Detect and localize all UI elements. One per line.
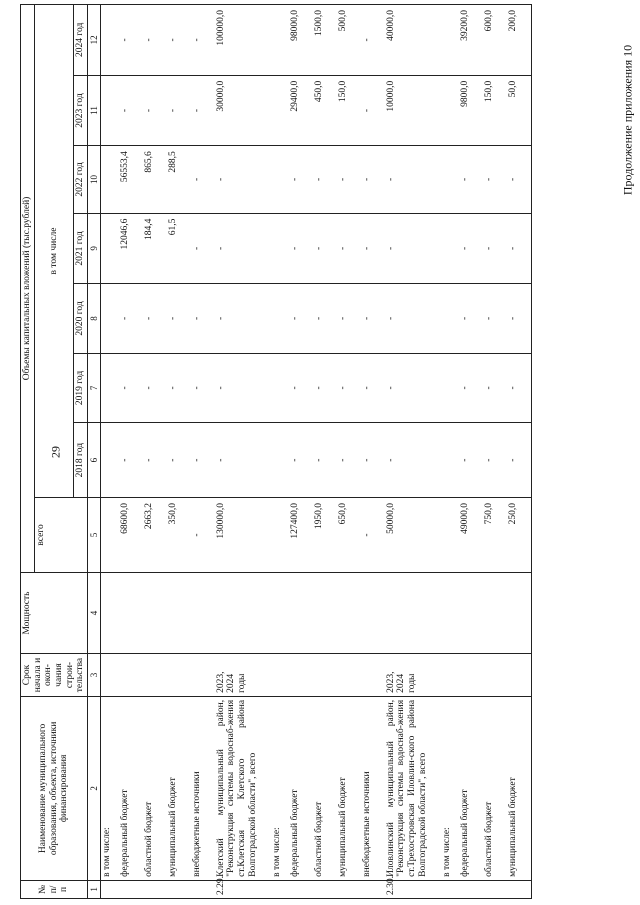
row-capacity [289,572,313,653]
cell-year-value: - [143,423,167,498]
cell-year-value: 450,0 [313,75,337,146]
row-term [337,654,361,697]
cell-year-value: 61,5 [167,213,191,284]
row-number [119,880,143,898]
column-number: 4 [87,572,100,653]
row-term: 2023, 2024 годы [385,654,441,697]
row-term [507,654,532,697]
row-capacity [119,572,143,653]
row-capacity [191,572,215,653]
cell-year-value: - [507,146,532,213]
header-term: Срок начала и окон-чания строи-тельства [21,654,88,697]
cell-year-value: - [215,353,271,423]
row-number [507,880,532,898]
cell-year-value [441,423,459,498]
cell-year-value: - [507,423,532,498]
table-row [119,5,143,899]
cell-total [441,498,459,573]
header-including: в том числе [34,5,74,498]
cell-year-value [441,5,459,76]
header-year: 2023 год [74,75,88,146]
cell-year-value: - [119,5,143,76]
header-total: всего [34,498,87,573]
cell-year-value [100,213,119,284]
table-row [289,5,313,899]
cell-year-value: 10000,0 [385,75,441,146]
cell-year-value: 150,0 [483,75,507,146]
row-term [167,654,191,697]
row-name: в том числе: [441,696,459,880]
row-capacity [167,572,191,653]
cell-year-value [271,423,289,498]
cell-year-value: - [143,284,167,354]
row-capacity [483,572,507,653]
cell-year-value: - [459,284,483,354]
cell-total: - [191,498,215,573]
cell-year-value: - [215,284,271,354]
cell-year-value [100,5,119,76]
cell-year-value: 30000,0 [215,75,271,146]
cell-year-value [441,353,459,423]
cell-year-value: - [191,5,215,76]
cell-year-value: - [483,284,507,354]
cell-total: 250,0 [507,498,532,573]
row-capacity [271,572,289,653]
table-row [100,5,119,899]
row-number: 2.30. [385,880,441,898]
cell-year-value: - [119,353,143,423]
cell-year-value: - [289,284,313,354]
cell-year-value: - [167,75,191,146]
header-name: Наименование муниципального образования, объекта, источники финансирования [21,696,88,880]
cell-total: - [361,498,385,573]
cell-year-value [271,353,289,423]
cell-year-value: - [483,213,507,284]
table-row [191,5,215,899]
cell-year-value: - [191,353,215,423]
row-name: внебюджетные источники [191,696,215,880]
cell-year-value [100,353,119,423]
cell-year-value: 500,0 [337,5,361,76]
cell-year-value: - [119,75,143,146]
row-name: муниципальный бюджет [507,696,532,880]
cell-year-value: - [483,353,507,423]
cell-total: 127400,0 [289,498,313,573]
cell-year-value [271,284,289,354]
cell-year-value: - [459,213,483,284]
header-capacity: Мощность [21,572,88,653]
cell-year-value: - [337,423,361,498]
cell-year-value [271,146,289,213]
cell-year-value: - [337,213,361,284]
row-number [361,880,385,898]
cell-year-value: - [191,284,215,354]
table-row [507,5,532,899]
cell-year-value: 50,0 [507,75,532,146]
cell-year-value: - [143,5,167,76]
cell-year-value: - [459,146,483,213]
column-number: 6 [87,423,100,498]
cell-year-value: - [459,423,483,498]
column-number: 5 [87,498,100,573]
row-name: Клетский муниципальный район, "Реконструкция системы водоснаб-жения ст.Клетская Клетского района Волгоградской области", всего [215,696,271,880]
cell-year-value [100,75,119,146]
cell-year-value: - [361,353,385,423]
cell-year-value: - [313,146,337,213]
cell-year-value: - [143,353,167,423]
cell-year-value: - [313,213,337,284]
capital-investment-table [20,4,532,899]
row-term [459,654,483,697]
row-term [271,654,289,697]
row-name: областной бюджет [313,696,337,880]
cell-year-value: - [119,423,143,498]
cell-year-value: - [361,284,385,354]
header-year: 2022 год [74,146,88,213]
row-number [143,880,167,898]
row-term [191,654,215,697]
row-number [191,880,215,898]
table-header [21,5,101,899]
row-number [337,880,361,898]
page-number: 29 [48,446,63,458]
header-no: № п/п [21,880,88,898]
cell-year-value: - [507,284,532,354]
column-number: 12 [87,5,100,76]
table-row [441,5,459,899]
cell-year-value [271,5,289,76]
appendix-continuation-note: Продолжение приложения 10 [620,44,635,196]
cell-year-value: - [143,75,167,146]
cell-year-value: - [385,146,441,213]
row-capacity [100,572,119,653]
header-year: 2021 год [74,213,88,284]
row-capacity [385,572,441,653]
row-term [100,654,119,697]
cell-year-value: - [385,284,441,354]
cell-year-value: 9800,0 [459,75,483,146]
cell-year-value: - [483,423,507,498]
cell-year-value: 39200,0 [459,5,483,76]
cell-year-value [441,284,459,354]
row-term [313,654,337,697]
table-row [459,5,483,899]
cell-year-value: 98000,0 [289,5,313,76]
column-number: 9 [87,213,100,284]
row-name: областной бюджет [143,696,167,880]
cell-year-value [271,213,289,284]
cell-year-value: - [215,146,271,213]
cell-year-value [441,213,459,284]
cell-year-value [100,284,119,354]
row-number [289,880,313,898]
cell-total: 68600,0 [119,498,143,573]
cell-year-value: 100000,0 [215,5,271,76]
table-body [100,5,531,899]
cell-year-value: 12046,6 [119,213,143,284]
row-capacity [215,572,271,653]
cell-total: 350,0 [167,498,191,573]
column-number: 10 [87,146,100,213]
row-capacity [337,572,361,653]
cell-total: 1950,0 [313,498,337,573]
cell-year-value: 288,5 [167,146,191,213]
table-row [215,5,271,899]
header-year: 2020 год [74,284,88,354]
cell-year-value: - [337,353,361,423]
cell-year-value: 40000,0 [385,5,441,76]
cell-total: 50000,0 [385,498,441,573]
cell-year-value: - [483,146,507,213]
row-name: федеральный бюджет [289,696,313,880]
row-name: федеральный бюджет [119,696,143,880]
cell-year-value: - [215,213,271,284]
column-number: 3 [87,654,100,697]
cell-year-value [441,146,459,213]
cell-year-value [100,146,119,213]
cell-year-value: - [289,146,313,213]
column-number: 1 [87,880,100,898]
row-capacity [361,572,385,653]
row-number [313,880,337,898]
row-term [119,654,143,697]
cell-year-value: - [191,213,215,284]
column-number: 8 [87,284,100,354]
cell-year-value: - [313,423,337,498]
row-capacity [459,572,483,653]
cell-year-value: - [361,75,385,146]
column-number: 7 [87,353,100,423]
row-number [459,880,483,898]
row-number [271,880,289,898]
cell-total [271,498,289,573]
row-name: областной бюджет [483,696,507,880]
cell-year-value [100,423,119,498]
row-number [100,880,119,898]
row-name: муниципальный бюджет [167,696,191,880]
cell-year-value: - [191,146,215,213]
table-row [337,5,361,899]
cell-total: 130000,0 [215,498,271,573]
row-term [483,654,507,697]
row-number [441,880,459,898]
header-volumes: Объемы капитальных вложений (тыс.рублей) [21,5,35,573]
table-row [385,5,441,899]
row-name: в том числе: [100,696,119,880]
row-term [361,654,385,697]
cell-year-value: 29400,0 [289,75,313,146]
cell-year-value: 56553,4 [119,146,143,213]
table-row [167,5,191,899]
cell-total [100,498,119,573]
row-capacity [441,572,459,653]
table-row [361,5,385,899]
row-term: 2023, 2024 годы [215,654,271,697]
cell-year-value: - [313,353,337,423]
cell-year-value: - [459,353,483,423]
cell-year-value: - [385,353,441,423]
cell-year-value: - [289,353,313,423]
cell-year-value: 150,0 [337,75,361,146]
column-number: 2 [87,696,100,880]
cell-year-value [441,75,459,146]
cell-total: 650,0 [337,498,361,573]
cell-year-value: 1500,0 [313,5,337,76]
row-name: Иловлинский муниципальный район, "Реконструкция системы водоснаб-жения ст.Трехостровская Иловлин-ского района Волгоградской области", всего [385,696,441,880]
cell-year-value: - [119,284,143,354]
row-term [289,654,313,697]
cell-year-value: - [337,146,361,213]
cell-year-value: - [385,423,441,498]
cell-year-value: - [215,423,271,498]
cell-year-value: - [361,5,385,76]
cell-year-value: - [167,353,191,423]
header-year: 2024 год [74,5,88,76]
cell-year-value: - [167,5,191,76]
header-year: 2019 год [74,353,88,423]
cell-year-value: - [361,146,385,213]
row-number: 2.29. [215,880,271,898]
row-number [483,880,507,898]
cell-total: 49000,0 [459,498,483,573]
row-capacity [143,572,167,653]
cell-year-value: - [289,423,313,498]
cell-year-value [271,75,289,146]
cell-year-value: - [337,284,361,354]
row-term [143,654,167,697]
cell-year-value: - [361,213,385,284]
row-capacity [507,572,532,653]
cell-year-value: - [507,353,532,423]
cell-year-value: - [385,213,441,284]
cell-year-value: 184,4 [143,213,167,284]
cell-year-value: 600,0 [483,5,507,76]
cell-year-value: - [289,213,313,284]
cell-year-value: 865,6 [143,146,167,213]
cell-year-value: - [507,213,532,284]
column-number: 11 [87,75,100,146]
table-row [143,5,167,899]
cell-year-value: - [167,423,191,498]
cell-year-value: - [167,284,191,354]
row-name: в том числе: [271,696,289,880]
cell-year-value: - [313,284,337,354]
cell-year-value: - [191,75,215,146]
cell-total: 750,0 [483,498,507,573]
table-row [483,5,507,899]
row-number [167,880,191,898]
row-term [441,654,459,697]
header-year: 2018 год [74,423,88,498]
row-name: внебюджетные источники [361,696,385,880]
row-name: федеральный бюджет [459,696,483,880]
table-row [313,5,337,899]
cell-total: 2663,2 [143,498,167,573]
cell-year-value: 200,0 [507,5,532,76]
row-capacity [313,572,337,653]
cell-year-value: - [191,423,215,498]
cell-year-value: - [361,423,385,498]
table-row [271,5,289,899]
row-name: муниципальный бюджет [337,696,361,880]
